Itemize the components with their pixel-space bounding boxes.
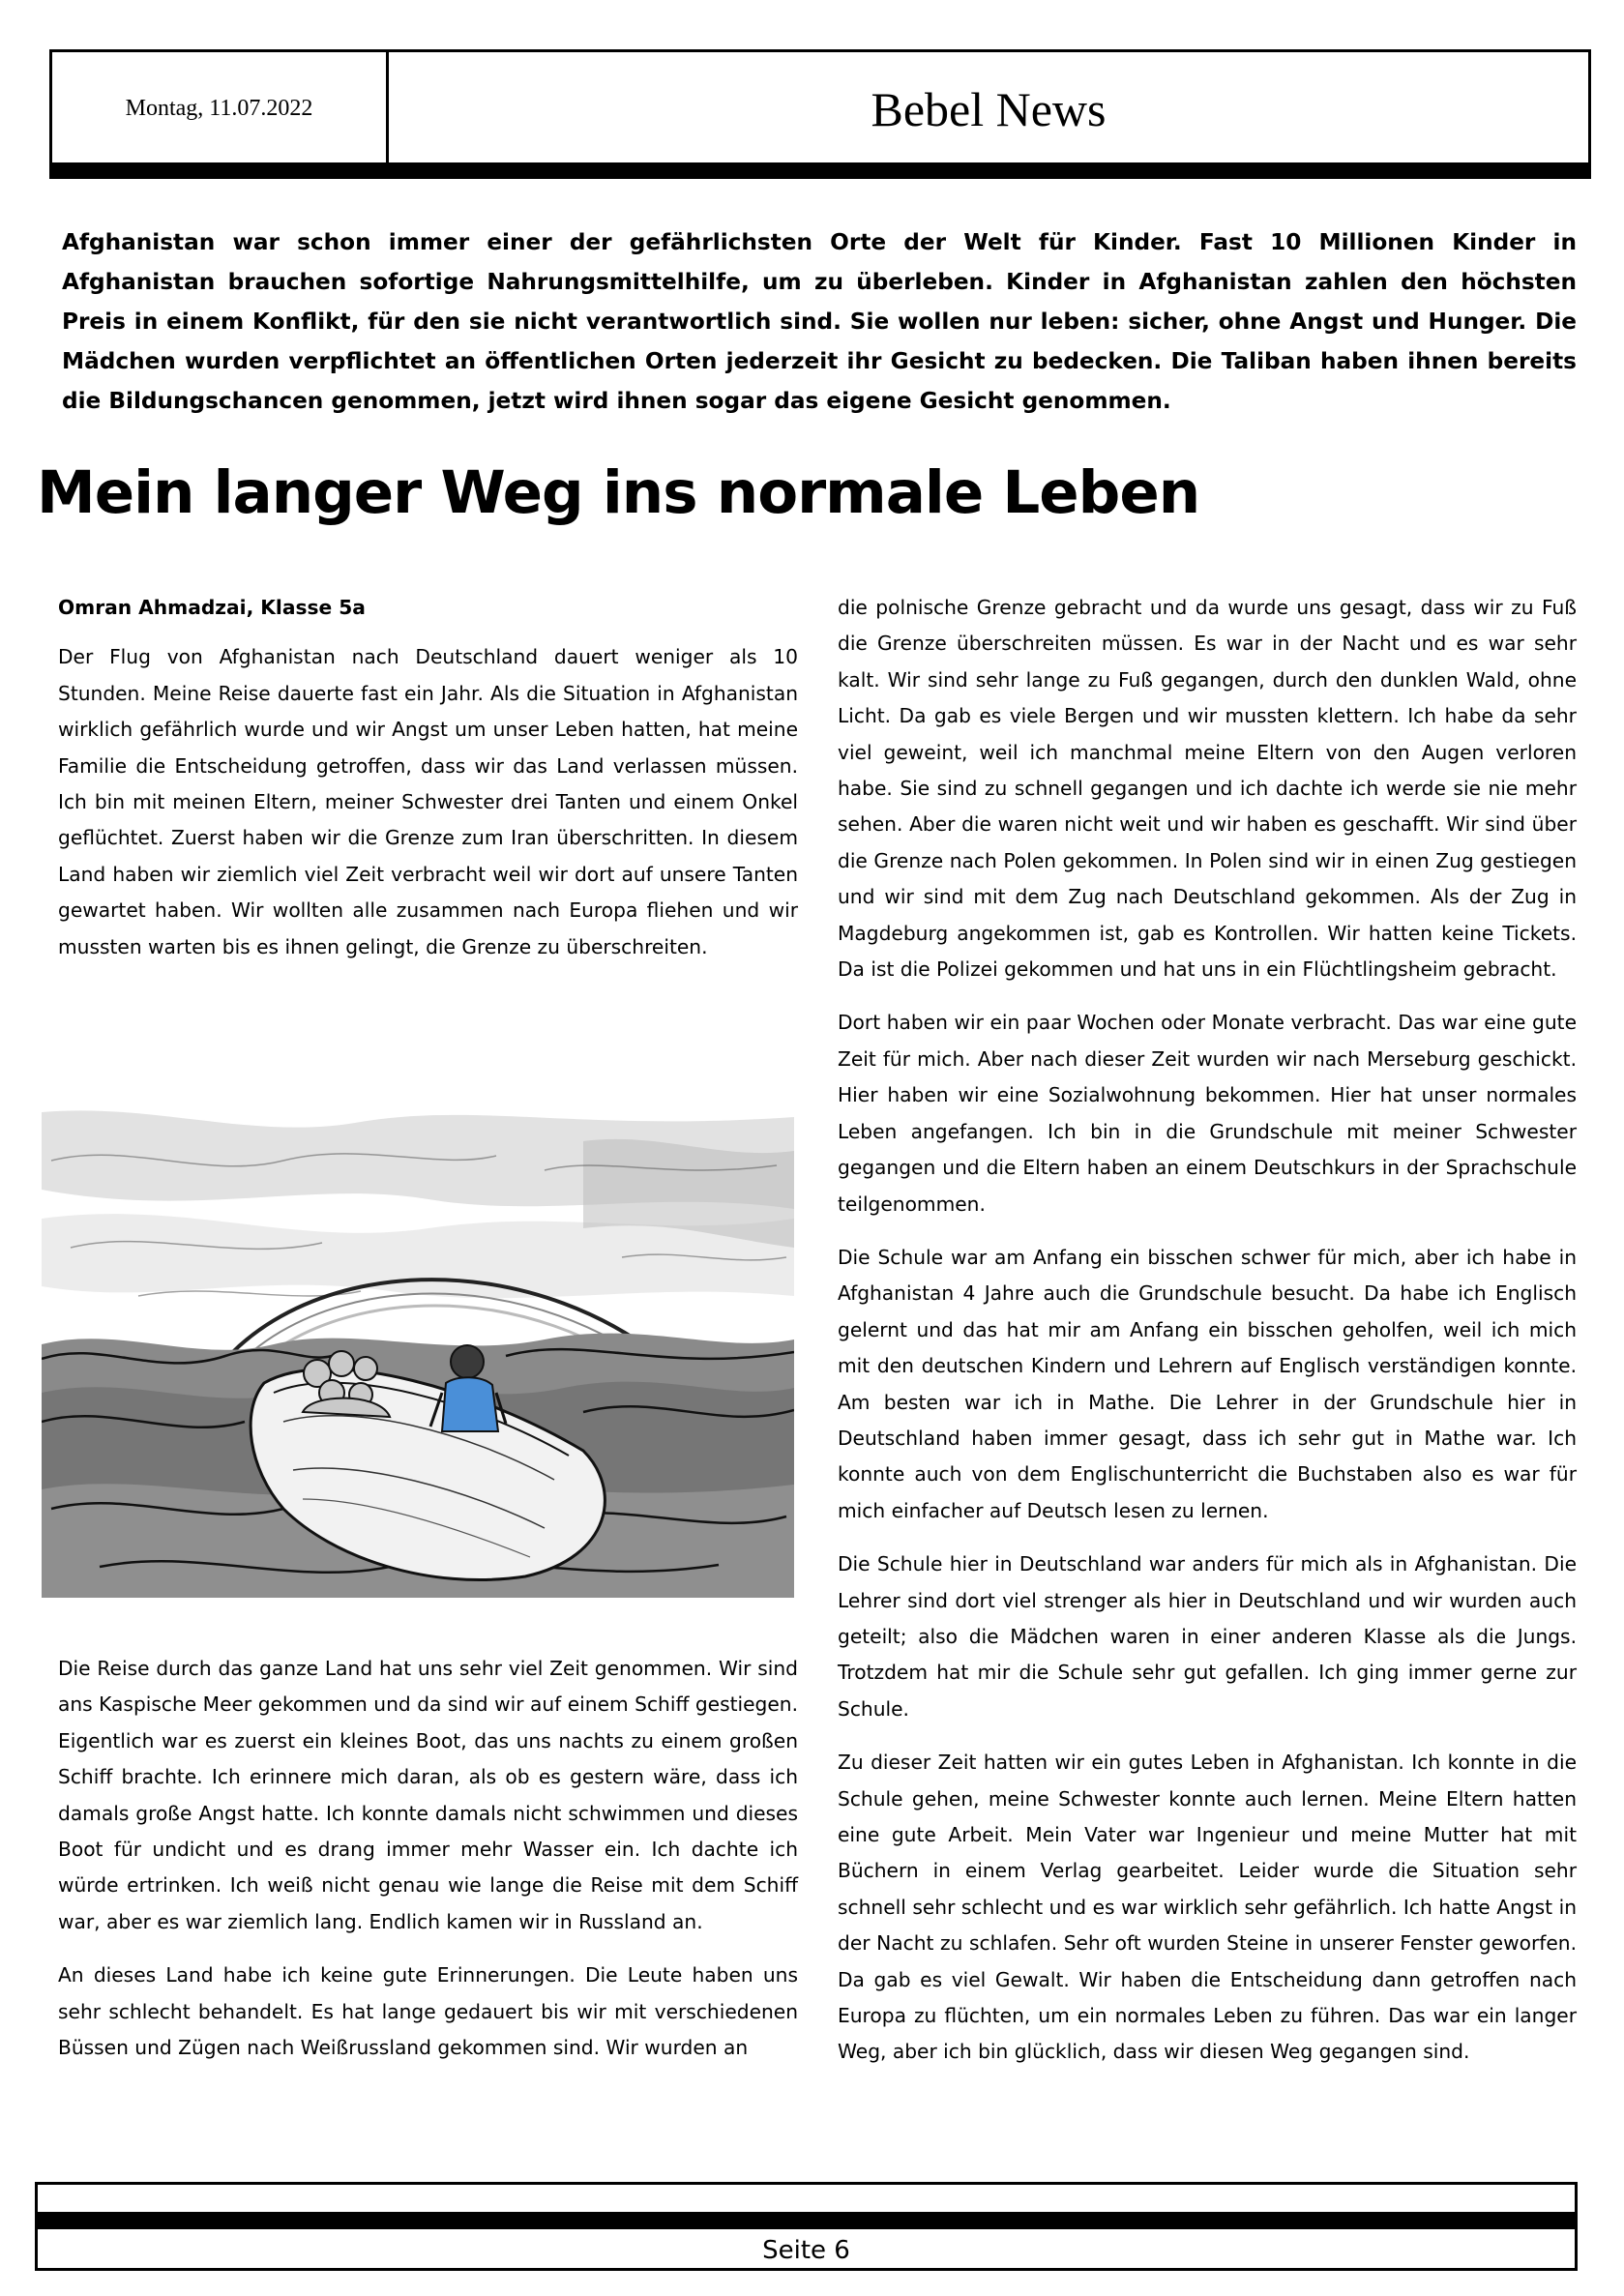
- issue-date: Montag, 11.07.2022: [125, 96, 313, 121]
- masthead-rule: [49, 162, 1591, 179]
- intro-paragraph: Afghanistan war schon immer einer der gefährlichsten Orte der Welt für Kinder. Fast 10 Millionen Kinder in Afghanistan brauchen sofortige Nahrungsmittelhilfe, um zu überleben. Kinder in Afghanistan zahlen den höchsten Preis in einem Konflikt, für den sie nicht verantwortlich sind. Sie wollen nur leben: sicher, ohne Angst und Hunger. Die Mädchen wurden verpflichtet an öffentlichen Orten jederzeit ihr Gesicht zu bedecken. Die Taliban haben ihnen bereits die Bildungschancen genommen, jetzt wird ihnen sogar das eigene Gesicht genommen.: [62, 229, 1577, 414]
- boat-illustration: [42, 1103, 794, 1598]
- left-column-top: [58, 590, 798, 983]
- paragraph: An dieses Land habe ich keine gute Erinnerungen. Die Leute haben uns sehr schlecht behandelt. Es hat lange gedauert bis wir mit verschiedenen Büssen und Zügen nach Weißrussland gekommen sind. Wir wurden an: [58, 1963, 798, 2060]
- paragraph: Die Reise durch das ganze Land hat uns sehr viel Zeit genommen. Wir sind ans Kaspische Meer gekommen und da sind wir auf einem Schiff gestiegen. Eigentlich war es zuerst ein kleines Boot, das uns nachts zu einem großen Schiff brachte. Ich erinnere mich daran, als ob es gestern wäre, dass ich damals große Angst hatte. Ich konnte damals nicht schwimmen und dieses Boot für undicht und es drang immer mehr Wasser ein. Ich dachte ich würde ertrinken. Ich weiß nicht genau wie lange die Reise mit dem Schiff war, aber es war ziemlich lang. Endlich kamen wir in Russland an.: [58, 1657, 798, 1933]
- footer-rule: [35, 2212, 1578, 2229]
- left-column-bottom: [58, 1651, 798, 2083]
- paragraph: Der Flug von Afghanistan nach Deutschland dauert weniger als 10 Stunden. Meine Reise dauerte fast ein Jahr. Als die Situation in Afghanistan wirklich gefährlich wurde und wir Angst um unser Leben hatten, hat meine Familie die Entscheidung getroffen, dass wir das Land verlassen müssen. Ich bin mit meinen Eltern, meiner Schwester drei Tanten und einem Onkel geflüchtet. Zuerst haben wir die Grenze zum Iran überschritten. In diesem Land haben wir ziemlich viel Zeit verbracht weil wir dort auf unsere Tanten gewartet haben. Wir wollten alle zusammen nach Europa fliehen und wir mussten warten bis es ihnen gelingt, die Grenze zu überschreiten.: [58, 645, 798, 958]
- article-byline: Omran Ahmadzai, Klasse 5a: [58, 596, 366, 619]
- paragraph: Die Schule hier in Deutschland war anders für mich als in Afghanistan. Die Lehrer sind dort viel strenger als hier in Deutschland und wir wurden auch geteilt; also die Mädchen waren in einer anderen Klasse als die Jungs. Trotzdem hat mir die Schule sehr gut gefallen. Ich ging immer gerne zur Schule.: [838, 1552, 1577, 1721]
- right-column: [838, 590, 1577, 2088]
- paragraph: Dort haben wir ein paar Wochen oder Monate verbracht. Das war eine gute Zeit für mich. Aber nach dieser Zeit wurden wir nach Merseburg geschickt. Hier haben wir eine Sozialwohnung bekommen. Hier hat unser normales Leben angefangen. Ich bin in die Grundschule mit meiner Schwester gegangen und die Eltern haben an einem Deutschkurs in der Sprachschule teilgenommen.: [838, 1011, 1577, 1216]
- newspaper-title: Bebel News: [871, 81, 1107, 136]
- masthead: [49, 49, 1591, 165]
- paragraph: Zu dieser Zeit hatten wir ein gutes Leben in Afghanistan. Ich konnte in die Schule gehen, meine Schwester konnte auch lernen. Meine Eltern hatten eine gute Arbeit. Mein Vater war Ingenieur und meine Mutter hat mit Büchern in einem Verlag gearbeitet. Leider wurde die Situation sehr schnell sehr schlecht und es war wirklich sehr gefährlich. Ich hatte Angst in der Nacht zu schlafen. Sehr oft wurden Steine in unserer Fenster geworfen. Da gab es viel Gewalt. Wir haben die Entscheidung dann getroffen nach Europa zu flüchten, um ein normales Leben zu führen. Das war ein langer Weg, aber ich bin glücklich, dass wir diesen Weg gegangen sind.: [838, 1751, 1577, 2064]
- article-headline: Mein langer Weg ins normale Leben: [37, 458, 1200, 527]
- paragraph: die polnische Grenze gebracht und da wurde uns gesagt, dass wir zu Fuß die Grenze überschreiten müssen. Es war in der Nacht und es war sehr kalt. Wir sind sehr lange zu Fuß gegangen, durch den dunklen Wald, ohne Licht. Da gab es viele Bergen und wir mussten klettern. Ich habe da sehr viel geweint, weil ich manchmal meine Eltern von den Augen verloren habe. Sie sind zu schnell gegangen und ich dachte ich werde sie nie mehr sehen. Aber die waren nicht weit und wir haben es geschafft. Wir sind über die Grenze nach Polen gekommen. In Polen sind wir in einen Zug gestiegen und wir sind mit dem Zug nach Deutschland gekommen. Als der Zug in Magdeburg angekommen ist, gab es Kontrollen. Wir hatten keine Tickets. Da ist die Polizei gekommen und hat uns in ein Flüchtlingsheim gebracht.: [838, 596, 1577, 982]
- paragraph: Die Schule war am Anfang ein bisschen schwer für mich, aber ich habe in Afghanistan 4 Jahre auch die Grundschule besucht. Da habe ich Englisch gelernt und das hat mir am Anfang ein bisschen geholfen, weil ich mich mit den deutschen Kindern und Lehrern auf Englisch verständigen konnte. Am besten war ich in Mathe. Die Lehrer in der Grundschule hier in Deutschland haben immer gesagt, dass ich sehr gut in Mathe war. Ich konnte auch von dem Englischunterricht die Buchstaben also es war für mich einfacher auf Deutsch lesen zu lernen.: [838, 1245, 1577, 1522]
- page-number: Seite 6: [762, 2235, 850, 2265]
